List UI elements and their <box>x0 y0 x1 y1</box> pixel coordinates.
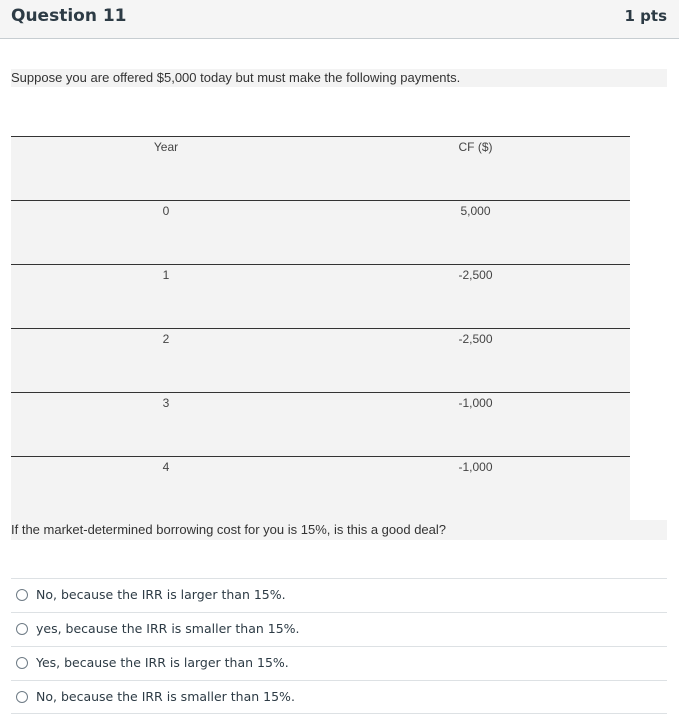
radio-button[interactable] <box>16 691 28 703</box>
table-row <box>11 264 630 328</box>
cf-cell: -2,500 <box>458 268 493 282</box>
answer-option-2[interactable] <box>11 612 667 646</box>
radio-button[interactable] <box>16 623 28 635</box>
answer-label[interactable]: yes, because the IRR is smaller than 15%. <box>36 621 300 636</box>
prompt-text: If the market-determined borrowing cost for you is 15%, is this a good deal? <box>11 522 446 537</box>
answer-option-1[interactable] <box>11 578 667 612</box>
answer-label[interactable]: No, because the IRR is smaller than 15%. <box>36 689 295 704</box>
question-prompt <box>11 520 667 540</box>
question-title: Question 11 <box>11 6 127 26</box>
cf-cell: -1,000 <box>458 460 493 474</box>
question-points: 1 pts <box>624 7 667 25</box>
radio-button[interactable] <box>16 657 28 669</box>
answer-option-3[interactable] <box>11 646 667 680</box>
cf-cell: -2,500 <box>458 332 493 346</box>
cf-cell: 5,000 <box>460 204 491 218</box>
column-header-cf: CF ($) <box>458 140 493 154</box>
answer-option-4[interactable] <box>11 680 667 714</box>
cash-flow-table <box>11 136 630 521</box>
answer-label[interactable]: No, because the IRR is larger than 15%. <box>36 587 286 602</box>
column-header-year: Year <box>153 140 179 154</box>
answer-list <box>11 578 667 714</box>
table-header-row <box>11 136 630 200</box>
cf-cell: -1,000 <box>458 396 493 410</box>
question-header <box>0 0 679 39</box>
radio-button[interactable] <box>16 589 28 601</box>
year-cell: 3 <box>162 396 170 410</box>
table-row <box>11 456 630 521</box>
table-row <box>11 392 630 456</box>
year-cell: 4 <box>162 460 170 474</box>
year-cell: 2 <box>162 332 170 346</box>
intro-text: Suppose you are offered $5,000 today but must make the following payments. <box>11 70 461 85</box>
year-cell: 1 <box>162 268 170 282</box>
table-row <box>11 200 630 264</box>
year-cell: 0 <box>162 204 170 218</box>
table-row <box>11 328 630 392</box>
question-intro <box>11 69 667 87</box>
answer-label[interactable]: Yes, because the IRR is larger than 15%. <box>36 655 289 670</box>
